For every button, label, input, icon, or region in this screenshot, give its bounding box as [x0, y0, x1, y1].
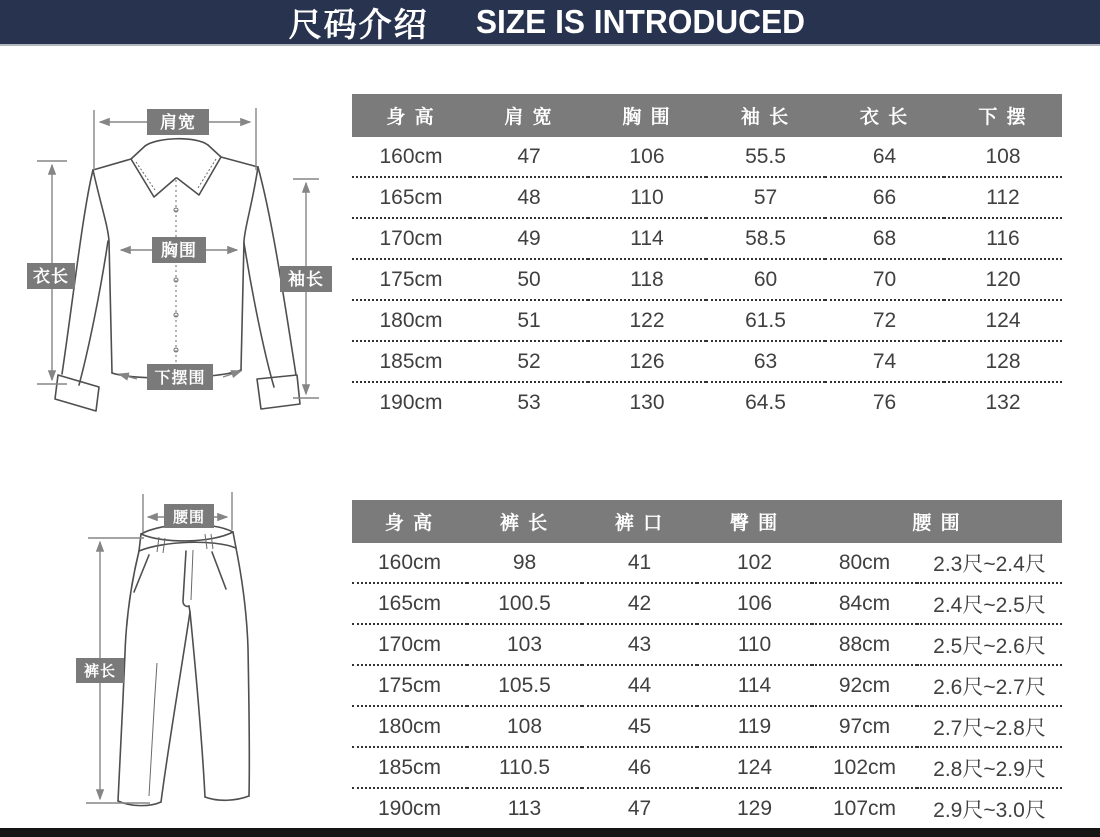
table-cell: 64	[825, 137, 944, 177]
table-cell: 118	[588, 259, 706, 300]
table-cell: 132	[985, 390, 1021, 414]
column-header: 裤 长	[467, 500, 582, 543]
table-cell: 129	[736, 796, 773, 820]
table-cell: 55.5	[706, 137, 825, 177]
table-cell: 128	[944, 341, 1062, 382]
table-cell: 97cm	[812, 706, 917, 747]
pants-label-waist: 腰围	[172, 509, 206, 526]
table-cell: 66	[825, 177, 944, 218]
table-cell: 53	[517, 390, 541, 414]
table-cell: 106	[588, 137, 706, 177]
table-row	[352, 341, 1062, 382]
table-cell: 2.9尺~3.0尺	[933, 798, 1046, 822]
table-cell: 112	[944, 177, 1062, 218]
shirt-label-chest: 胸围	[161, 241, 197, 260]
table-cell: 120	[944, 259, 1062, 300]
table-cell: 114	[697, 665, 812, 706]
table-row	[352, 624, 1062, 665]
clothes-length-dimension	[27, 161, 75, 384]
table-cell: 92cm	[812, 665, 917, 706]
pants-table-header	[352, 500, 1062, 543]
column-header: 臀 围	[697, 500, 812, 543]
shirt-label-clothes-length: 衣长	[33, 267, 69, 286]
pants-length-dimension	[76, 538, 150, 803]
chest-dimension	[121, 237, 237, 263]
table-cell: 185cm	[352, 747, 467, 788]
table-cell: 63	[706, 341, 825, 382]
table-cell: 124	[697, 747, 812, 788]
shirt-measurement-diagram	[5, 58, 350, 418]
table-cell: 175cm	[352, 665, 467, 706]
banner-title-en: SIZE IS INTRODUCED	[475, 3, 805, 40]
table-cell: 70	[825, 259, 944, 300]
table-cell: 50	[470, 259, 588, 300]
shirt-label-sleeve-length: 袖长	[288, 270, 324, 289]
table-cell: 116	[944, 218, 1062, 259]
column-header: 衣 长	[825, 94, 944, 137]
table-cell: 2.5尺~2.6尺	[917, 624, 1062, 665]
table-cell: 110	[588, 177, 706, 218]
table-cell: 98	[467, 543, 582, 583]
table-cell: 2.3尺~2.4尺	[917, 543, 1062, 583]
table-cell: 41	[582, 543, 697, 583]
shirt-label-hem: 下摆围	[154, 370, 206, 387]
table-cell: 64.5	[745, 390, 786, 414]
table-cell: 119	[697, 706, 812, 747]
table-cell: 110	[697, 624, 812, 665]
table-cell: 100.5	[467, 583, 582, 624]
table-cell: 105.5	[467, 665, 582, 706]
column-header: 肩 宽	[470, 94, 588, 137]
table-cell: 57	[706, 177, 825, 218]
table-cell: 103	[467, 624, 582, 665]
table-cell: 175cm	[352, 259, 470, 300]
table-cell: 108	[944, 137, 1062, 177]
table-row	[352, 583, 1062, 624]
table-cell: 180cm	[352, 706, 467, 747]
table-cell: 2.6尺~2.7尺	[917, 665, 1062, 706]
table-cell: 102	[697, 543, 812, 583]
table-row	[352, 788, 1062, 828]
column-header: 胸 围	[588, 94, 706, 137]
pants-line-art	[118, 524, 249, 805]
table-cell: 160cm	[352, 543, 467, 583]
header-row	[352, 500, 1062, 543]
banner-title-cn: 尺码介绍	[288, 5, 429, 43]
table-cell: 80cm	[812, 543, 917, 583]
table-cell: 107cm	[832, 796, 897, 820]
column-header: 身 高	[352, 500, 467, 543]
column-header: 裤 口	[582, 500, 697, 543]
table-cell: 113	[507, 796, 542, 820]
table-cell: 48	[470, 177, 588, 218]
sleeve-length-dimension	[280, 179, 332, 398]
shirt-label-shoulder-width: 肩宽	[160, 113, 196, 132]
shirt-table-body	[352, 137, 1062, 422]
table-row	[352, 218, 1062, 259]
table-cell: 110.5	[467, 747, 582, 788]
table-cell: 58.5	[706, 218, 825, 259]
table-cell: 2.8尺~2.9尺	[917, 747, 1062, 788]
table-cell: 49	[470, 218, 588, 259]
waist-dimension	[143, 492, 232, 532]
table-cell: 124	[944, 300, 1062, 341]
table-cell: 68	[825, 218, 944, 259]
table-row	[352, 382, 1062, 422]
table-cell: 190cm	[379, 390, 443, 414]
pants-size-table	[352, 500, 1062, 828]
table-cell: 170cm	[352, 218, 470, 259]
table-cell: 190cm	[377, 796, 442, 820]
table-cell: 61.5	[706, 300, 825, 341]
table-cell: 165cm	[352, 177, 470, 218]
pants-measurement-diagram	[28, 488, 333, 833]
table-cell: 122	[588, 300, 706, 341]
table-cell: 47	[470, 137, 588, 177]
table-cell: 106	[697, 583, 812, 624]
table-cell: 44	[582, 665, 697, 706]
table-row	[352, 300, 1062, 341]
table-cell: 130	[629, 390, 665, 414]
table-cell: 42	[582, 583, 697, 624]
table-cell: 43	[582, 624, 697, 665]
table-row	[352, 706, 1062, 747]
table-row	[352, 137, 1062, 177]
table-cell: 160cm	[352, 137, 470, 177]
table-cell: 72	[825, 300, 944, 341]
table-cell: 46	[582, 747, 697, 788]
column-header: 下 摆	[944, 94, 1062, 137]
table-cell: 74	[825, 341, 944, 382]
table-cell: 2.4尺~2.5尺	[917, 583, 1062, 624]
table-cell: 126	[588, 341, 706, 382]
column-header: 腰 围	[812, 500, 1062, 543]
table-cell: 185cm	[352, 341, 470, 382]
pants-label-length: 裤长	[83, 663, 117, 680]
table-cell: 88cm	[812, 624, 917, 665]
table-cell: 45	[582, 706, 697, 747]
table-row	[352, 665, 1062, 706]
table-cell: 108	[467, 706, 582, 747]
page-banner	[0, 0, 1100, 46]
table-cell: 170cm	[352, 624, 467, 665]
table-cell: 165cm	[352, 583, 467, 624]
column-header: 身 高	[352, 94, 470, 137]
table-row	[352, 543, 1062, 583]
table-cell: 114	[588, 218, 706, 259]
table-cell: 52	[470, 341, 588, 382]
table-cell: 60	[706, 259, 825, 300]
table-cell: 76	[872, 390, 897, 414]
shirt-table-header	[352, 94, 1062, 137]
table-cell: 2.7尺~2.8尺	[917, 706, 1062, 747]
table-cell: 47	[627, 796, 652, 820]
pants-table-body	[352, 543, 1062, 828]
table-cell: 84cm	[812, 583, 917, 624]
table-row	[352, 747, 1062, 788]
header-row	[352, 94, 1062, 137]
table-row	[352, 177, 1062, 218]
table-cell: 51	[470, 300, 588, 341]
table-row	[352, 259, 1062, 300]
shirt-size-table	[352, 94, 1062, 422]
column-header: 袖 长	[706, 94, 825, 137]
bottom-divider-bar	[0, 828, 1100, 837]
table-cell: 102cm	[812, 747, 917, 788]
table-cell: 180cm	[352, 300, 470, 341]
